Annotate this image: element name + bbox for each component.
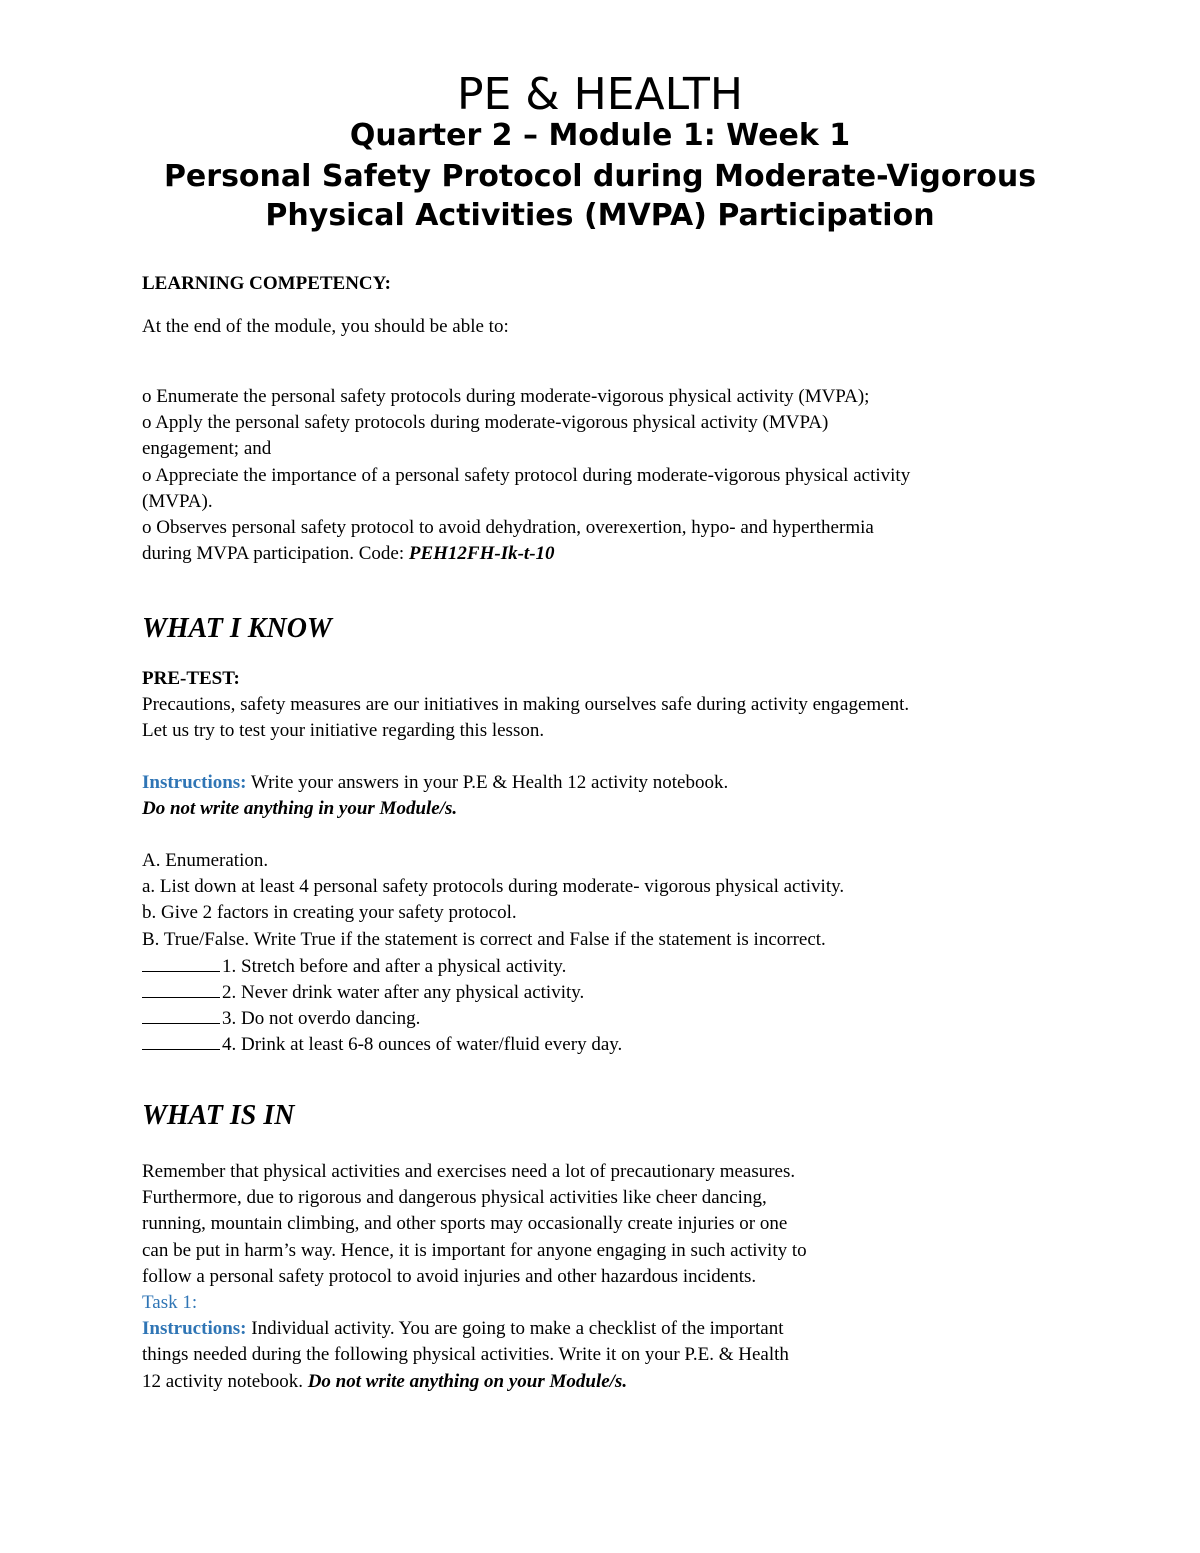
task-instructions-line: 12 activity notebook. Do not write anything on your Module/s. (142, 1370, 628, 1392)
question-line: b. Give 2 factors in creating your safety protocol. (142, 902, 517, 924)
objective-line: (MVPA). (142, 490, 213, 512)
paragraph-line: Furthermore, due to rigorous and dangerous physical activities like cheer dancing, (142, 1187, 767, 1209)
answer-blank (142, 1031, 220, 1050)
true-false-item: 2. Never drink water after any physical activity. (142, 979, 1062, 1005)
true-false-item: 3. Do not overdo dancing. (142, 1005, 1062, 1031)
pretest-line: Precautions, safety measures are our initiatives in making ourselves safe during activity engagement. (142, 694, 910, 716)
what-i-know-heading: WHAT I KNOW (142, 613, 332, 644)
competency-label: LEARNING COMPETENCY: (142, 273, 391, 294)
objective-line: engagement; and (142, 438, 272, 460)
answer-blank (142, 979, 220, 998)
what-is-in-heading: WHAT IS IN (142, 1100, 295, 1131)
objective-line: o Enumerate the personal safety protocols during moderate-vigorous physical activity (MVPA); (142, 386, 870, 407)
instructions-label: Instructions: (142, 1318, 247, 1340)
question-line: A. Enumeration. (142, 850, 269, 871)
answer-blank (142, 1005, 220, 1024)
task-label: Task 1: (142, 1291, 198, 1313)
paragraph-line: can be put in harm’s way. Hence, it is important for anyone engaging in such activity to (142, 1239, 807, 1261)
topic-title-line: Physical Activities (MVPA) Participation (265, 198, 935, 233)
objective-line: o Observes personal safety protocol to avoid dehydration, overexertion, hypo- and hyperthermia (142, 516, 874, 538)
module-subtitle: Quarter 2 – Module 1: Week 1 (349, 118, 851, 153)
paragraph-line: Remember that physical activities and exercises need a lot of precautionary measures. (142, 1161, 796, 1182)
warning-text: Do not write anything in your Module/s. (142, 798, 458, 820)
objectives-list (142, 384, 1062, 567)
paragraph-line: follow a personal safety protocol to avoid injuries and other hazardous incidents. (142, 1265, 757, 1287)
competency-code: PEH12FH-Ik-t-10 (408, 543, 555, 565)
task-instructions-line: things needed during the following physical activities. Write it on your P.E. & Health (142, 1344, 789, 1366)
instructions-line: Instructions: Write your answers in your P.E & Health 12 activity notebook. (142, 772, 729, 793)
question-line: a. List down at least 4 personal safety protocols during moderate- vigorous physical activity. (142, 876, 845, 898)
objective-code-line: during MVPA participation. Code: PEH12FH-Ik-t-10 (142, 543, 555, 565)
true-false-item: 1. Stretch before and after a physical activity. (142, 953, 1062, 979)
topic-title (0, 157, 1200, 235)
what-is-in-paragraph (142, 1159, 1062, 1395)
instructions-block (142, 770, 1062, 822)
pretest-line: Let us try to test your initiative regarding this lesson. (142, 720, 545, 742)
paragraph-line: running, mountain climbing, and other sports may occasionally create injuries or one (142, 1213, 788, 1235)
pretest-section (142, 666, 1062, 745)
question-line: B. True/False. Write True if the statement is correct and False if the statement is incorrect. (142, 928, 826, 950)
topic-title-line: Personal Safety Protocol during Moderate-Vigorous (163, 159, 1037, 194)
pretest-questions (142, 848, 1062, 1058)
objective-line: o Apply the personal safety protocols during moderate-vigorous physical activity (MVPA) (142, 412, 829, 434)
true-false-item: 4. Drink at least 6-8 ounces of water/fluid every day. (142, 1031, 1062, 1057)
pretest-label: PRE-TEST: (142, 668, 240, 689)
answer-blank (142, 953, 220, 972)
instructions-label: Instructions: (142, 772, 247, 793)
warning-text: Do not write anything on your Module/s. (307, 1370, 628, 1392)
competency-intro: At the end of the module, you should be able to: (142, 316, 509, 337)
document-title: PE & HEALTH (456, 69, 744, 120)
objective-line: o Appreciate the importance of a personal safety protocol during moderate-vigorous physical activity (142, 464, 911, 486)
task-instructions-line: Instructions: Individual activity. You are going to make a checklist of the important (142, 1318, 784, 1340)
